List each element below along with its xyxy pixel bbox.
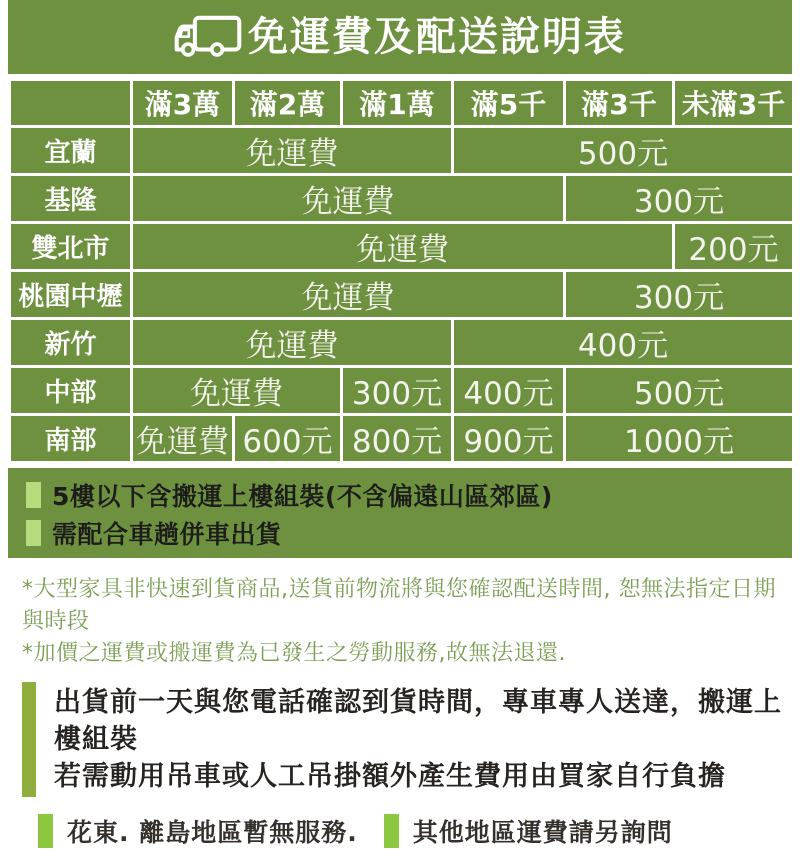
table-row (10, 175, 794, 223)
green-note-text: 5樓以下含搬運上樓組裝(不含偏遠山區郊區) (52, 482, 553, 511)
fee-table (8, 78, 795, 464)
list-item (26, 514, 792, 552)
square-bullet-icon (26, 482, 41, 508)
row-label: 桃園中壢 (10, 271, 132, 319)
header-band (8, 0, 792, 74)
fee-cell: 500元 (453, 127, 794, 175)
disclaimer-text: *大型家具非快速到貨商品,送貨前物流將與您確認配送時間, 恕無法指定日期與時段 (22, 577, 776, 634)
fee-cell: 300元 (342, 367, 453, 415)
table-row (10, 271, 794, 319)
row-label: 雙北市 (10, 223, 132, 271)
bottom-notes-row (38, 813, 792, 849)
row-label: 宜蘭 (10, 127, 132, 175)
table-row (10, 367, 794, 415)
fee-cell: 1000元 (565, 415, 794, 463)
row-label: 南部 (10, 415, 132, 463)
square-bullet-icon (26, 520, 41, 546)
bottom-note-text: 花東. 離島地區暫無服務. (67, 818, 358, 847)
list-item (384, 813, 673, 849)
fee-cell: 400元 (453, 319, 794, 367)
delivery-line: 出貨前一天與您電話確認到貨時間，專車專人送達，搬運上樓組裝 (54, 687, 782, 755)
fee-cell: 800元 (342, 415, 453, 463)
row-label: 新竹 (10, 319, 132, 367)
column-header: 滿1萬 (342, 80, 453, 127)
row-label: 基隆 (10, 175, 132, 223)
free-shipping-cell: 免運費 (132, 127, 453, 175)
column-header: 滿5千 (453, 80, 565, 127)
list-item (26, 476, 792, 514)
table-row (10, 127, 794, 175)
table-row (10, 319, 794, 367)
green-note-text: 需配合車趟併車出貨 (52, 520, 282, 549)
fee-cell: 500元 (565, 367, 794, 415)
free-shipping-cell: 免運費 (132, 175, 565, 223)
fee-cell: 400元 (453, 367, 565, 415)
delivery-paragraph (22, 682, 792, 797)
column-header: 滿2萬 (234, 80, 342, 127)
header-row (10, 80, 794, 127)
fee-cell: 300元 (565, 271, 794, 319)
free-shipping-cell: 免運費 (132, 367, 342, 415)
free-shipping-cell: 免運費 (132, 415, 234, 463)
fee-cell: 200元 (674, 223, 794, 271)
lime-bar-icon (384, 814, 399, 848)
page-title: 免運費及配送說明表 (248, 14, 626, 60)
lime-bar-icon (38, 814, 53, 848)
table-row (10, 415, 794, 463)
delivery-paragraph-lines (54, 682, 792, 797)
fee-cell: 600元 (234, 415, 342, 463)
corner-cell (10, 80, 132, 127)
truck-icon (174, 13, 244, 63)
free-shipping-cell: 免運費 (132, 319, 453, 367)
free-shipping-cell: 免運費 (132, 271, 565, 319)
fee-cell: 300元 (565, 175, 794, 223)
free-shipping-cell: 免運費 (132, 223, 674, 271)
fee-cell: 900元 (453, 415, 565, 463)
disclaimer-section (22, 574, 792, 670)
delivery-line: 若需動用吊車或人工吊掛額外產生費用由買家自行負擔 (54, 761, 726, 792)
column-header: 滿3千 (565, 80, 674, 127)
list-item (38, 813, 358, 849)
bottom-note-text: 其他地區運費請另詢問 (412, 818, 673, 847)
column-header: 滿3萬 (132, 80, 234, 127)
green-notes-block (8, 468, 792, 558)
column-header: 未滿3千 (674, 80, 794, 127)
row-label: 中部 (10, 367, 132, 415)
vertical-bar-icon (22, 682, 36, 797)
disclaimer-text: *加價之運費或搬運費為已發生之勞動服務,故無法退還. (22, 641, 566, 666)
table-row (10, 223, 794, 271)
